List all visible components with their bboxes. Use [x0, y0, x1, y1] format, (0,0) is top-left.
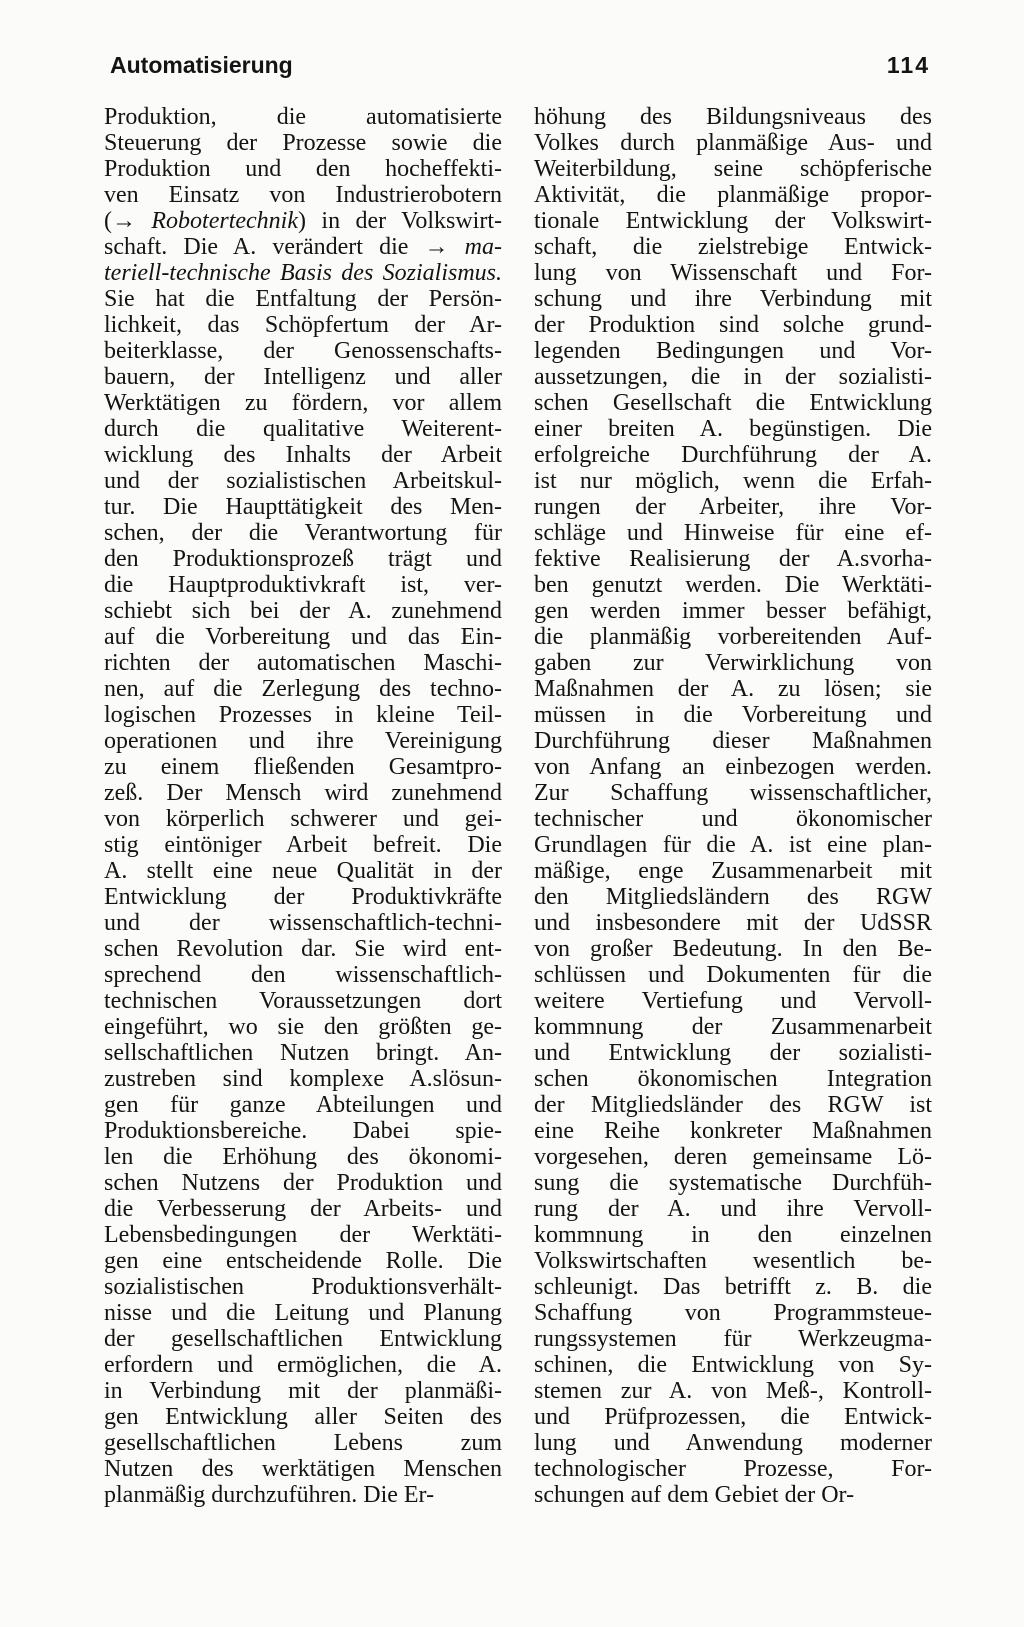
text-line: Werktätigen zu fördern, vor allem — [104, 390, 502, 416]
text-line: aussetzungen, die in der sozialisti- — [534, 364, 932, 390]
text-line: gesellschaftlichen Lebens zum — [104, 1430, 502, 1456]
text-line: einer breiten A. begünstigen. Die — [534, 416, 932, 442]
text-line: der gesellschaftlichen Entwicklung — [104, 1326, 502, 1352]
text-line: gen Entwicklung aller Seiten des — [104, 1404, 502, 1430]
text-line: Grundlagen für die A. ist eine plan- — [534, 832, 932, 858]
text-line: Aktivität, die planmäßige propor- — [534, 182, 932, 208]
text-line: Weiterbildung, seine schöpferische — [534, 156, 932, 182]
text-line: schen Revolution dar. Sie wird ent- — [104, 936, 502, 962]
text-line: tur. Die Haupttätigkeit des Men- — [104, 494, 502, 520]
text-line: von Anfang an einbezogen werden. — [534, 754, 932, 780]
text-line: rungen der Arbeiter, ihre Vor- — [534, 494, 932, 520]
text-line: nen, auf die Zerlegung des techno- — [104, 676, 502, 702]
text-line: gen für ganze Abteilungen und — [104, 1092, 502, 1118]
text-line: ist nur möglich, wenn die Erfah- — [534, 468, 932, 494]
text-line: und der sozialistischen Arbeitskul- — [104, 468, 502, 494]
text-line: gen eine entscheidende Rolle. Die — [104, 1248, 502, 1274]
text-line: technischen Voraussetzungen dort — [104, 988, 502, 1014]
text-line: mäßige, enge Zusammenarbeit mit — [534, 858, 932, 884]
text-line: Produktion, die automatisierte — [104, 104, 502, 130]
text-line: rungssystemen für Werkzeugma- — [534, 1326, 932, 1352]
text-line: planmäßig durchzuführen. Die Er- — [104, 1482, 435, 1508]
text-line: schen Nutzens der Produktion und — [104, 1170, 502, 1196]
text-line: schaft. Die A. verändert die → ma- — [104, 234, 502, 260]
text-line: logischen Prozesses in kleine Teil- — [104, 702, 502, 728]
text-line: technologischer Prozesse, For- — [534, 1456, 932, 1482]
text-line: den Mitgliedsländern des RGW — [534, 884, 932, 910]
text-line: durch die qualitative Weiterent- — [104, 416, 502, 442]
text-line: sellschaftlichen Nutzen bringt. An- — [104, 1040, 502, 1066]
text-line: Durchführung dieser Maßnahmen — [534, 728, 932, 754]
text-line: beiterklasse, der Genossenschafts- — [104, 338, 502, 364]
text-line: höhung des Bildungsniveaus des — [534, 104, 932, 130]
text-line: Maßnahmen der A. zu lösen; sie — [534, 676, 932, 702]
text-line: zustreben sind komplexe A.slösun- — [104, 1066, 502, 1092]
text-line: lung von Wissenschaft und For- — [534, 260, 932, 286]
text-line: len die Erhöhung des ökonomi- — [104, 1144, 502, 1170]
text-line: die Hauptproduktivkraft ist, ver- — [104, 572, 502, 598]
text-line: Produktionsbereiche. Dabei spie- — [104, 1118, 502, 1144]
text-line: die planmäßig vorbereitenden Auf- — [534, 624, 932, 650]
text-line: schinen, die Entwicklung von Sy- — [534, 1352, 932, 1378]
text-line: teriell-technische Basis des Sozialismus. — [104, 260, 502, 286]
text-line: schen ökonomischen Integration — [534, 1066, 932, 1092]
text-line: die Verbesserung der Arbeits- und — [104, 1196, 502, 1222]
text-line: bauern, der Intelligenz und aller — [104, 364, 502, 390]
text-line: ben genutzt werden. Die Werktäti- — [534, 572, 932, 598]
text-line: schläge und Hinweise für eine ef- — [534, 520, 932, 546]
text-line: Volkswirtschaften wesentlich be- — [534, 1248, 932, 1274]
text-line: Schaffung von Programmsteue- — [534, 1300, 932, 1326]
text-line: operationen und ihre Vereinigung — [104, 728, 502, 754]
right-text-column — [534, 104, 932, 1508]
text-line: Lebensbedingungen der Werktäti- — [104, 1222, 502, 1248]
text-line: sung die systematische Durchfüh- — [534, 1170, 932, 1196]
text-line: in Verbindung mit der planmäßi- — [104, 1378, 502, 1404]
text-line: kommnung in den einzelnen — [534, 1222, 932, 1248]
text-line: der Produktion sind solche grund- — [534, 312, 932, 338]
text-line: kommnung der Zusammenarbeit — [534, 1014, 932, 1040]
text-line: legenden Bedingungen und Vor- — [534, 338, 932, 364]
text-line: vorgesehen, deren gemeinsame Lö- — [534, 1144, 932, 1170]
text-line: tionale Entwicklung der Volkswirt- — [534, 208, 932, 234]
text-line: weitere Vertiefung und Vervoll- — [534, 988, 932, 1014]
text-line: müssen in die Vorbereitung und — [534, 702, 932, 728]
text-line: ven Einsatz von Industrierobotern — [104, 182, 502, 208]
text-line: zu einem fließenden Gesamtpro- — [104, 754, 502, 780]
text-line: gaben zur Verwirklichung von — [534, 650, 932, 676]
text-line: von großer Bedeutung. In den Be- — [534, 936, 932, 962]
text-line: sozialistischen Produktionsverhält- — [104, 1274, 502, 1300]
text-line: zeß. Der Mensch wird zunehmend — [104, 780, 502, 806]
page-header — [110, 52, 930, 86]
text-line: und Entwicklung der sozialisti- — [534, 1040, 932, 1066]
text-line: Nutzen des werktätigen Menschen — [104, 1456, 502, 1482]
page-number: 114 — [886, 52, 930, 78]
text-line: (→ Robotertechnik) in der Volkswirt- — [104, 208, 502, 234]
text-line: lung und Anwendung moderner — [534, 1430, 932, 1456]
text-line: Produktion und den hocheffekti- — [104, 156, 502, 182]
text-line: stig eintöniger Arbeit befreit. Die — [104, 832, 502, 858]
text-line: Sie hat die Entfaltung der Persön- — [104, 286, 502, 312]
text-line: erfolgreiche Durchführung der A. — [534, 442, 932, 468]
text-line: und der wissenschaftlich-techni- — [104, 910, 502, 936]
text-line: schungen auf dem Gebiet der Or- — [534, 1482, 855, 1508]
text-line: stemen zur A. von Meß-, Kontroll- — [534, 1378, 932, 1404]
text-line: nisse und die Leitung und Planung — [104, 1300, 502, 1326]
text-line: schen Gesellschaft die Entwicklung — [534, 390, 932, 416]
text-line: wicklung des Inhalts der Arbeit — [104, 442, 502, 468]
text-line: sprechend den wissenschaftlich- — [104, 962, 502, 988]
text-line: Volkes durch planmäßige Aus- und — [534, 130, 932, 156]
text-line: eine Reihe konkreter Maßnahmen — [534, 1118, 932, 1144]
text-line: von körperlich schwerer und gei- — [104, 806, 502, 832]
text-line: rung der A. und ihre Vervoll- — [534, 1196, 932, 1222]
text-line: und insbesondere mit der UdSSR — [534, 910, 932, 936]
text-line: erfordern und ermöglichen, die A. — [104, 1352, 502, 1378]
text-line: Entwicklung der Produktivkräfte — [104, 884, 502, 910]
text-line: schen, der die Verantwortung für — [104, 520, 502, 546]
text-line: und Prüfprozessen, die Entwick- — [534, 1404, 932, 1430]
text-line: richten der automatischen Maschi- — [104, 650, 502, 676]
text-line: schaft, die zielstrebige Entwick- — [534, 234, 932, 260]
text-line: technischer und ökonomischer — [534, 806, 932, 832]
text-line: den Produktionsprozeß trägt und — [104, 546, 502, 572]
left-text-column — [104, 104, 502, 1508]
text-line: lichkeit, das Schöpfertum der Ar- — [104, 312, 502, 338]
text-line: gen werden immer besser befähigt, — [534, 598, 932, 624]
text-line: der Mitgliedsländer des RGW ist — [534, 1092, 932, 1118]
text-line: Zur Schaffung wissenschaftlicher, — [534, 780, 932, 806]
text-line: schlüssen und Dokumenten für die — [534, 962, 932, 988]
text-line: A. stellt eine neue Qualität in der — [104, 858, 502, 884]
text-line: schiebt sich bei der A. zunehmend — [104, 598, 502, 624]
text-line: Steuerung der Prozesse sowie die — [104, 130, 502, 156]
text-line: schleunigt. Das betrifft z. B. die — [534, 1274, 932, 1300]
running-head-title: Automatisierung — [110, 52, 293, 78]
text-line: eingeführt, wo sie den größten ge- — [104, 1014, 502, 1040]
text-line: fektive Realisierung der A.svorha- — [534, 546, 932, 572]
text-line: auf die Vorbereitung und das Ein- — [104, 624, 502, 650]
text-line: schung und ihre Verbindung mit — [534, 286, 932, 312]
